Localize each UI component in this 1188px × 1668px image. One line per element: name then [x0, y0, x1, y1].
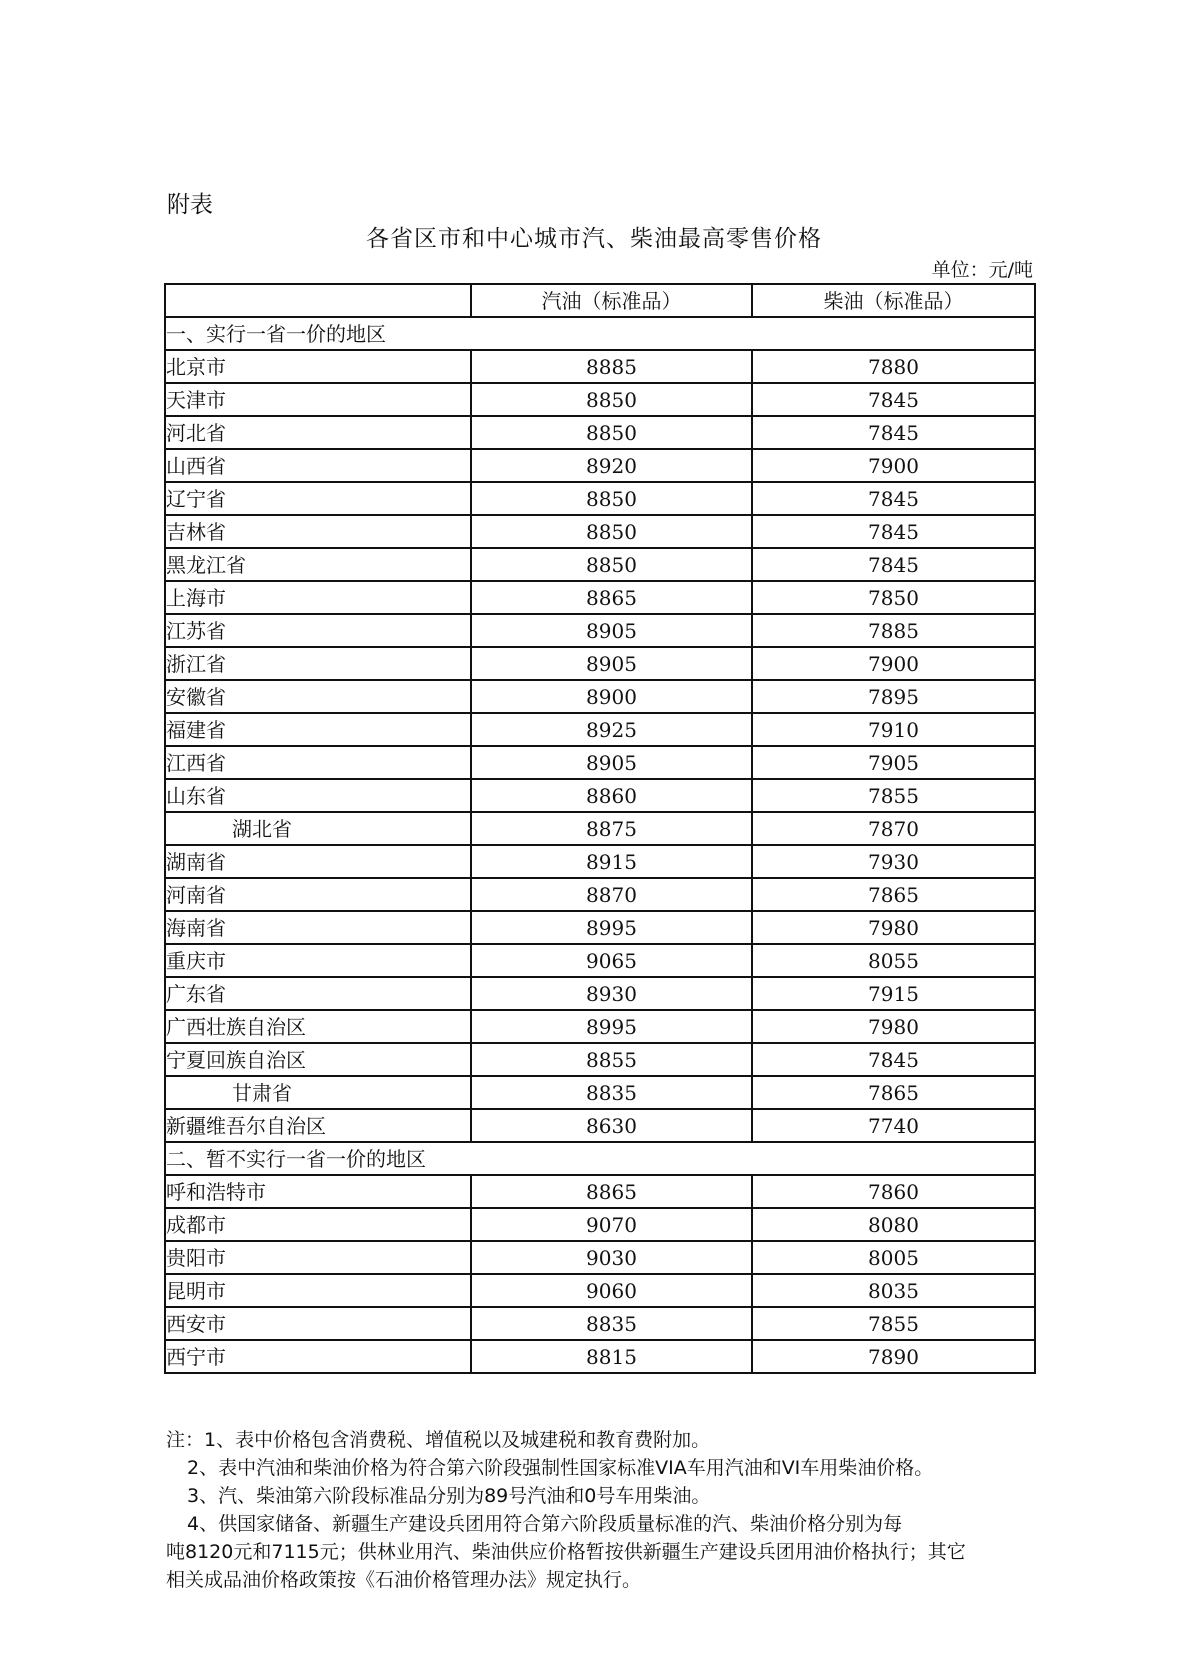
diesel-price: 7885	[752, 614, 1035, 647]
gasoline-price: 8850	[471, 383, 752, 416]
diesel-price: 7890	[752, 1340, 1035, 1373]
diesel-price: 7900	[752, 647, 1035, 680]
gasoline-price: 8995	[471, 911, 752, 944]
table-row	[165, 878, 1035, 911]
diesel-price: 7865	[752, 1076, 1035, 1109]
region-name: 湖北省	[165, 812, 471, 845]
gasoline-price: 8865	[471, 581, 752, 614]
table-row	[165, 911, 1035, 944]
diesel-price: 7980	[752, 911, 1035, 944]
region-name: 西宁市	[165, 1340, 471, 1373]
gasoline-price: 8850	[471, 482, 752, 515]
region-name: 甘肃省	[165, 1076, 471, 1109]
diesel-price: 7845	[752, 383, 1035, 416]
note-3: 3、汽、柴油第六阶段标准品分别为89号汽油和0号车用柴油。	[187, 1485, 711, 1507]
gasoline-price: 8815	[471, 1340, 752, 1373]
appendix-label: 附表	[167, 192, 213, 218]
region-name: 吉林省	[165, 515, 471, 548]
diesel-price: 7845	[752, 416, 1035, 449]
region-name: 江西省	[165, 746, 471, 779]
header-row	[165, 284, 1035, 317]
region-name: 贵阳市	[165, 1241, 471, 1274]
table-row	[165, 1109, 1035, 1142]
diesel-price: 7900	[752, 449, 1035, 482]
table-row	[165, 482, 1035, 515]
table-row	[165, 614, 1035, 647]
diesel-price: 7845	[752, 1043, 1035, 1076]
region-name: 江苏省	[165, 614, 471, 647]
page-title: 各省区市和中心城市汽、柴油最高零售价格	[366, 226, 822, 252]
section-row	[165, 317, 1035, 350]
table-row	[165, 449, 1035, 482]
note-4-end: 相关成品油价格政策按《石油价格管理办法》规定执行。	[166, 1569, 642, 1591]
gasoline-price: 9030	[471, 1241, 752, 1274]
diesel-price: 7860	[752, 1175, 1035, 1208]
diesel-price: 7915	[752, 977, 1035, 1010]
gasoline-price: 8900	[471, 680, 752, 713]
table-row	[165, 548, 1035, 581]
table-row	[165, 1010, 1035, 1043]
region-name: 浙江省	[165, 647, 471, 680]
diesel-price: 7845	[752, 515, 1035, 548]
table-row	[165, 1043, 1035, 1076]
gasoline-price: 8885	[471, 350, 752, 383]
header-gasoline: 汽油（标准品）	[471, 284, 752, 317]
header-region	[165, 284, 471, 317]
gasoline-price: 8870	[471, 878, 752, 911]
region-name: 西安市	[165, 1307, 471, 1340]
gasoline-price: 8875	[471, 812, 752, 845]
region-name: 广西壮族自治区	[165, 1010, 471, 1043]
diesel-price: 8035	[752, 1274, 1035, 1307]
gasoline-price: 8905	[471, 647, 752, 680]
table-row	[165, 746, 1035, 779]
section-row	[165, 1142, 1035, 1175]
diesel-price: 7905	[752, 746, 1035, 779]
note-4-cont: 吨8120元和7115元；供林业用汽、柴油供应价格暂按供新疆生产建设兵团用油价格执行；其它	[166, 1541, 966, 1563]
diesel-price: 7930	[752, 845, 1035, 878]
gasoline-price: 8855	[471, 1043, 752, 1076]
diesel-price: 7895	[752, 680, 1035, 713]
note-4: 4、供国家储备、新疆生产建设兵团用符合第六阶段质量标准的汽、柴油价格分别为每	[187, 1513, 903, 1535]
section-label: 二、暂不实行一省一价的地区	[165, 1142, 1035, 1175]
region-name: 海南省	[165, 911, 471, 944]
gasoline-price: 8905	[471, 614, 752, 647]
gasoline-price: 8920	[471, 449, 752, 482]
price-table	[164, 283, 1036, 1374]
region-name: 宁夏回族自治区	[165, 1043, 471, 1076]
region-name: 天津市	[165, 383, 471, 416]
diesel-price: 7845	[752, 548, 1035, 581]
region-name: 北京市	[165, 350, 471, 383]
table-row	[165, 1307, 1035, 1340]
region-name: 呼和浩特市	[165, 1175, 471, 1208]
region-name: 福建省	[165, 713, 471, 746]
diesel-price: 7980	[752, 1010, 1035, 1043]
gasoline-price: 8850	[471, 416, 752, 449]
diesel-price: 8080	[752, 1208, 1035, 1241]
table-row	[165, 680, 1035, 713]
gasoline-price: 8850	[471, 515, 752, 548]
gasoline-price: 8865	[471, 1175, 752, 1208]
region-name: 安徽省	[165, 680, 471, 713]
gasoline-price: 8835	[471, 1076, 752, 1109]
table-row	[165, 416, 1035, 449]
header-diesel: 柴油（标准品）	[752, 284, 1035, 317]
diesel-price: 8055	[752, 944, 1035, 977]
section-label: 一、实行一省一价的地区	[165, 317, 1035, 350]
table-row	[165, 383, 1035, 416]
notes	[166, 1426, 1046, 1594]
gasoline-price: 8905	[471, 746, 752, 779]
region-name: 河北省	[165, 416, 471, 449]
region-name: 辽宁省	[165, 482, 471, 515]
region-name: 成都市	[165, 1208, 471, 1241]
region-name: 重庆市	[165, 944, 471, 977]
table-row	[165, 779, 1035, 812]
gasoline-price: 8860	[471, 779, 752, 812]
gasoline-price: 8630	[471, 1109, 752, 1142]
table-row	[165, 515, 1035, 548]
table-row	[165, 812, 1035, 845]
table-row	[165, 977, 1035, 1010]
gasoline-price: 8995	[471, 1010, 752, 1043]
diesel-price: 7740	[752, 1109, 1035, 1142]
diesel-price: 7850	[752, 581, 1035, 614]
region-name: 湖南省	[165, 845, 471, 878]
region-name: 广东省	[165, 977, 471, 1010]
note-1: 注：1、表中价格包含消费税、增值税以及城建税和教育费附加。	[166, 1429, 711, 1451]
diesel-price: 7865	[752, 878, 1035, 911]
diesel-price: 7910	[752, 713, 1035, 746]
diesel-price: 7870	[752, 812, 1035, 845]
gasoline-price: 9070	[471, 1208, 752, 1241]
note-2: 2、表中汽油和柴油价格为符合第六阶段强制性国家标准VIA车用汽油和VI车用柴油价格。	[187, 1457, 934, 1479]
gasoline-price: 8930	[471, 977, 752, 1010]
table-row	[165, 1175, 1035, 1208]
region-name: 上海市	[165, 581, 471, 614]
table-row	[165, 944, 1035, 977]
region-name: 昆明市	[165, 1274, 471, 1307]
table-row	[165, 1076, 1035, 1109]
region-name: 新疆维吾尔自治区	[165, 1109, 471, 1142]
diesel-price: 7855	[752, 1307, 1035, 1340]
table-row	[165, 581, 1035, 614]
region-name: 山东省	[165, 779, 471, 812]
gasoline-price: 9060	[471, 1274, 752, 1307]
gasoline-price: 8850	[471, 548, 752, 581]
table-row	[165, 845, 1035, 878]
diesel-price: 8005	[752, 1241, 1035, 1274]
gasoline-price: 8915	[471, 845, 752, 878]
region-name: 黑龙江省	[165, 548, 471, 581]
region-name: 山西省	[165, 449, 471, 482]
gasoline-price: 9065	[471, 944, 752, 977]
table-row	[165, 647, 1035, 680]
diesel-price: 7845	[752, 482, 1035, 515]
table-row	[165, 1274, 1035, 1307]
diesel-price: 7855	[752, 779, 1035, 812]
table-row	[165, 1208, 1035, 1241]
table-row	[165, 350, 1035, 383]
unit-label: 单位：元/吨	[931, 259, 1033, 281]
gasoline-price: 8925	[471, 713, 752, 746]
table-row	[165, 1340, 1035, 1373]
table-row	[165, 1241, 1035, 1274]
table-row	[165, 713, 1035, 746]
gasoline-price: 8835	[471, 1307, 752, 1340]
diesel-price: 7880	[752, 350, 1035, 383]
region-name: 河南省	[165, 878, 471, 911]
